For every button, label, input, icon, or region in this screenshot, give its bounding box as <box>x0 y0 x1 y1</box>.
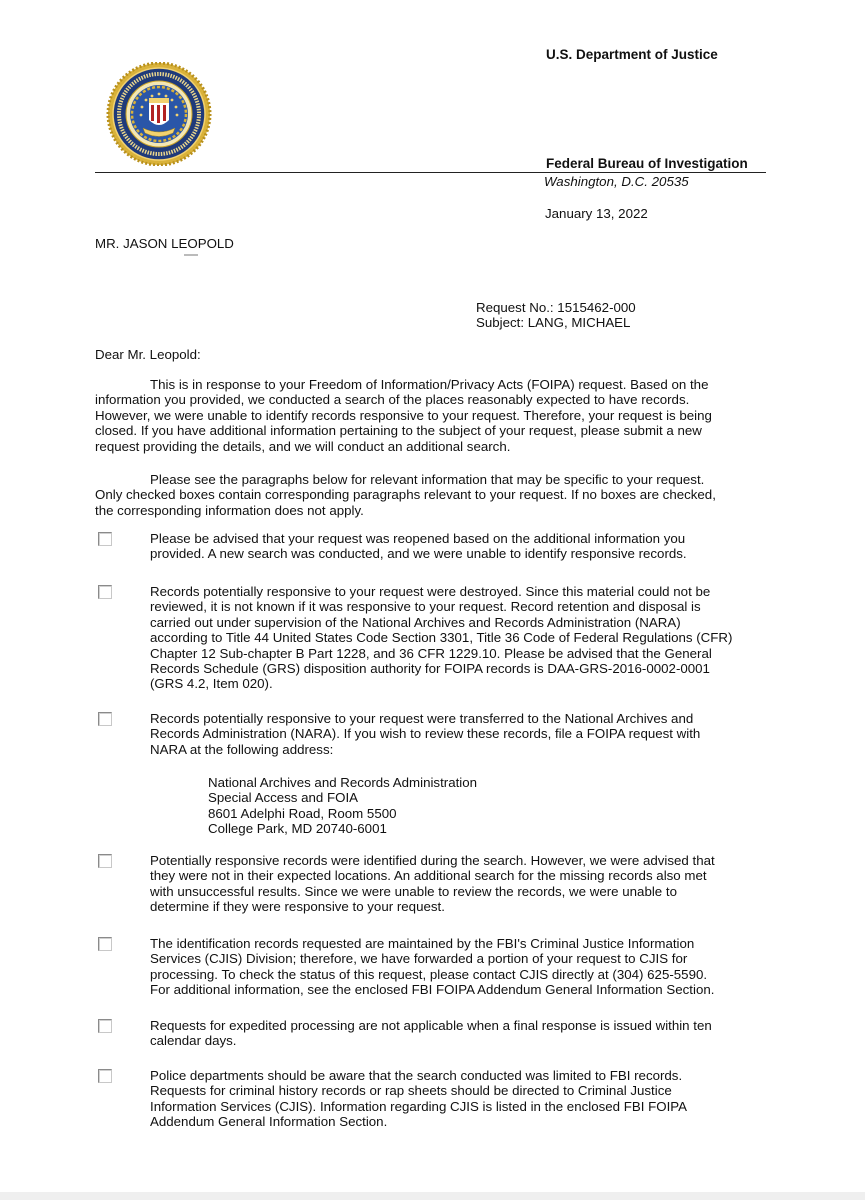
paragraph-line: provided. A new search was conducted, and we were unable to identify responsive records. <box>150 546 687 562</box>
paragraph-line: Information Services (CJIS). Information regarding CJIS is listed in the enclosed FBI FOIPA <box>150 1098 688 1114</box>
address-line: College Park, MD 20740-6001 <box>208 821 387 837</box>
instructions-paragraph <box>95 472 755 518</box>
redaction-mark <box>184 254 198 256</box>
request-info <box>476 300 636 331</box>
paragraph-line: Records Administration (NARA). If you wish to review these records, file a FOIPA request with <box>150 726 701 742</box>
paragraph-line: reviewed, it is not known if it was responsive to your request. Record retention and disposal is <box>150 599 701 615</box>
checkbox[interactable] <box>98 937 112 951</box>
paragraph-line: Records potentially responsive to your request were transferred to the National Archives and <box>150 711 694 726</box>
paragraph-line: with unsuccessful results. Since we were unable to review the records, we were unable to <box>150 883 677 899</box>
paragraph-line: information you provided, we conducted a search of the places reasonably expected to have records. <box>95 392 690 408</box>
intro-paragraph <box>95 377 755 454</box>
paragraph-line: Please see the paragraphs below for relevant information that may be specific to your request. <box>150 472 705 487</box>
paragraph-line: Records potentially responsive to your request were destroyed. Since this material could not be <box>150 584 711 599</box>
paragraph-line: Services (CJIS) Division; therefore, we have forwarded a portion of your request to CJIS for <box>150 951 688 967</box>
paragraph-line: processing. To check the status of this request, please contact CJIS directly at (304) 625-5590. <box>150 966 708 982</box>
paragraph-line: Police departments should be aware that the search conducted was limited to FBI records. <box>150 1068 683 1083</box>
bureau-title: Federal Bureau of Investigation <box>546 156 748 171</box>
nara-address <box>208 775 477 837</box>
checkbox[interactable] <box>98 1069 112 1083</box>
paragraph-line: For additional information, see the enclosed FBI FOIPA Addendum General Information Section. <box>150 982 715 998</box>
checkbox[interactable] <box>98 712 112 726</box>
address-line: Special Access and FOIA <box>208 790 359 806</box>
paragraph-line: Addendum General Information Section. <box>150 1114 388 1130</box>
bureau-address: Washington, D.C. 20535 <box>544 174 689 189</box>
paragraph-line: request providing the details, and we will conduct an additional search. <box>95 438 511 454</box>
address-line: 8601 Adelphi Road, Room 5500 <box>208 805 397 821</box>
request-number: Request No.: 1515462-000 <box>476 300 636 315</box>
paragraph-line: according to Title 44 United States Code Section 3301, Title 36 Code of Federal Regulations (CFR) <box>150 630 733 646</box>
department-title: U.S. Department of Justice <box>546 47 718 62</box>
fbi-seal-icon <box>100 62 218 166</box>
paragraph-line: However, we were unable to identify records responsive to your request. Therefore, your request is being <box>95 407 712 423</box>
paragraph-line: NARA at the following address: <box>150 741 334 757</box>
paragraph-line: Only checked boxes contain corresponding paragraphs relevant to your request. If no boxes are checked, <box>95 487 716 503</box>
letterhead-divider <box>95 172 766 173</box>
checkbox[interactable] <box>98 585 112 599</box>
paragraph-line: (GRS 4.2, Item 020). <box>150 676 273 692</box>
letter-date: January 13, 2022 <box>545 206 648 221</box>
checkbox[interactable] <box>98 854 112 868</box>
paragraph-line: Requests for expedited processing are not applicable when a final response is issued within ten <box>150 1018 712 1033</box>
paragraph-line: calendar days. <box>150 1033 237 1049</box>
recipient-name: MR. JASON LEOPOLD <box>95 236 234 251</box>
paragraph-line: they were not in their expected locations. An additional search for the missing records also met <box>150 868 707 884</box>
paragraph-line: The identification records requested are maintained by the FBI's Criminal Justice Information <box>150 936 695 951</box>
request-subject: Subject: LANG, MICHAEL <box>476 315 631 331</box>
paragraph-line: Chapter 12 Sub-chapter B Part 1228, and 36 CFR 1229.10. Please be advised that the General <box>150 645 712 661</box>
paragraph-line: Requests for criminal history records or rap sheets should be directed to Criminal Justice <box>150 1083 672 1099</box>
salutation: Dear Mr. Leopold: <box>95 347 201 362</box>
page-edge <box>0 1192 865 1200</box>
checkbox[interactable] <box>98 532 112 546</box>
paragraph-line: the corresponding information does not apply. <box>95 502 364 518</box>
paragraph-line: closed. If you have additional information pertaining to the subject of your request, please submit a new <box>95 423 702 439</box>
paragraph-line: determine if they were responsive to your request. <box>150 899 445 915</box>
paragraph-line: Records Schedule (GRS) disposition authority for FOIPA records is DAA-GRS-2016-0002-0001 <box>150 661 710 677</box>
checkbox[interactable] <box>98 1019 112 1033</box>
paragraph-line: carried out under supervision of the National Archives and Records Administration (NARA) <box>150 614 681 630</box>
paragraph-line: This is in response to your Freedom of Information/Privacy Acts (FOIPA) request. Based on the <box>150 377 709 392</box>
address-line: National Archives and Records Administration <box>208 775 478 790</box>
paragraph-line: Potentially responsive records were identified during the search. However, we were advised that <box>150 853 715 868</box>
paragraph-line: Please be advised that your request was reopened based on the additional information you <box>150 531 686 546</box>
